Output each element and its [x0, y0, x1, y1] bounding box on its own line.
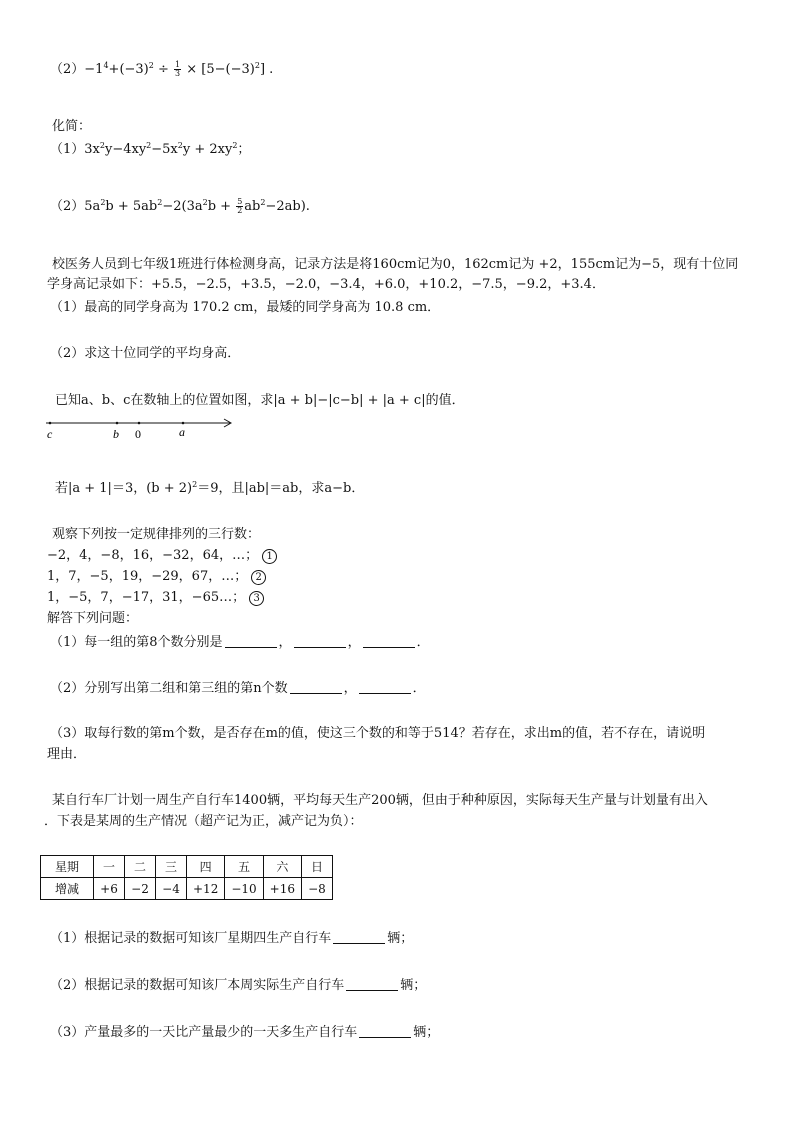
label-a: a: [179, 425, 185, 439]
table-cell: −2: [125, 878, 156, 900]
bike-question-2: （2）根据记录的数据可知该厂本周实际生产自行车 辆；: [50, 978, 427, 993]
table-cell: −4: [156, 878, 187, 900]
seq-question-3-line-1: （3）取每行数的第m个数，是否存在m的值，使这三个数的和等于514？若存在，求出m的值，若不存在，请说明: [50, 726, 706, 741]
simplify-title: 化简：: [52, 119, 92, 134]
point-a: [182, 422, 185, 425]
answer-blank[interactable]: [346, 978, 398, 991]
table-cell: 一: [94, 856, 125, 878]
seq-row-1: −2，4，−8，16，−32，64，…； 1: [47, 547, 277, 565]
table-cell: +6: [94, 878, 125, 900]
table-cell: +12: [187, 878, 225, 900]
bike-intro-line-1: 某自行车厂计划一周生产自行车1400辆，平均每天生产200辆，但由于种种原因，实际每天生产量与计划量有出入: [52, 793, 708, 808]
abs-problem: 若|a + 1|＝3，$(b + 2)^2=9$，且|ab|＝ab，求a−b．: [55, 480, 365, 496]
table-cell: 增减: [41, 878, 94, 900]
seq-question-1: （1）每一组的第8个数分别是 ， ， ．: [50, 635, 430, 650]
number-line: [44, 414, 244, 444]
answer-blank[interactable]: [359, 681, 411, 694]
table-cell: 日: [301, 856, 332, 878]
bike-question-1: （1）根据记录的数据可知该厂星期四生产自行车 辆；: [50, 931, 414, 946]
answer-blank[interactable]: [333, 931, 385, 944]
table-cell: 五: [225, 856, 263, 878]
table-cell: 四: [187, 856, 225, 878]
label-c: c: [47, 427, 53, 441]
seq-row-3: 1，−5，7，−17，31，−65…； 3: [47, 589, 264, 607]
seq-row-2: 1，7，−5，19，−29，67，…； 2: [47, 568, 266, 586]
seq-question-3-line-2: 理由．: [47, 747, 87, 762]
table-cell: +16: [263, 878, 301, 900]
seq-answer-title: 解答下列问题：: [47, 611, 139, 626]
circled-number-2: 2: [251, 570, 266, 585]
seq-question-2: （2）分别写出第二组和第三组的第n个数 ， ．: [50, 681, 426, 696]
table-cell: 六: [263, 856, 301, 878]
fraction: $\frac{5}{2}$: [237, 197, 243, 215]
point-zero: [138, 422, 141, 425]
answer-blank[interactable]: [359, 1025, 411, 1038]
bike-intro-line-2: ．下表是某周的生产情况（超产记为正，减产记为负）：: [44, 814, 363, 829]
circled-number-3: 3: [249, 591, 264, 606]
circled-number-1: 1: [262, 549, 277, 564]
height-intro-line-1: 校医务人员到七年级1班进行体检测身高，记录方法是将160cm记为0，162cm记为 +2，155cm记为−5，现有十位同: [52, 257, 739, 272]
point-b: [116, 422, 119, 425]
table-cell: −8: [301, 878, 332, 900]
simplify-expr-1: $(1)3x^2y-4xy^2-5x^2y + 2xy^2$；: [50, 141, 251, 157]
height-intro-line-2: 学身高记录如下：+5.5，−2.5，+3.5，−2.0，−3.4，+6.0，+10.2，−7.5，−9.2，+3.4．: [47, 277, 605, 292]
table-cell: 二: [125, 856, 156, 878]
production-table: [40, 855, 333, 900]
problem-label: （2）: [50, 62, 85, 77]
height-question-2: （2）求这十位同学的平均身高．: [50, 346, 241, 361]
answer-blank[interactable]: [363, 635, 415, 648]
axis-question: 已知a、b、c在数轴上的位置如图，求|a + b|−|c−b| + |a + c|的值．: [55, 393, 465, 408]
table-cell: 三: [156, 856, 187, 878]
simplify-expr-2: $(2)5a^2b + 5ab^2-2(3a^2b$ + $\frac{5}{2}$ $ab^2-2ab$).: [50, 197, 310, 215]
answer-blank[interactable]: [290, 681, 342, 694]
arith-problem: $(2)-1^4+(-3)^2$ ÷ $\frac{1}{3}$ × $[5-(-3)^2]$ .: [50, 60, 274, 78]
table-cell: −10: [225, 878, 263, 900]
fraction: $\frac{1}{3}$: [175, 60, 181, 78]
table-cell: 星期: [41, 856, 94, 878]
seq-title: 观察下列按一定规律排列的三行数：: [52, 527, 261, 542]
answer-blank[interactable]: [225, 635, 277, 648]
label-zero: 0: [135, 427, 141, 441]
answer-blank[interactable]: [294, 635, 346, 648]
bike-question-3: （3）产量最多的一天比产量最少的一天多生产自行车 辆；: [50, 1025, 440, 1040]
table-header-row: [41, 856, 333, 878]
table-row: [41, 878, 333, 900]
point-c: [49, 422, 52, 425]
height-question-1: （1）最高的同学身高为 170.2 cm，最矮的同学身高为 10.8 cm．: [50, 300, 441, 315]
label-b: b: [113, 427, 119, 441]
